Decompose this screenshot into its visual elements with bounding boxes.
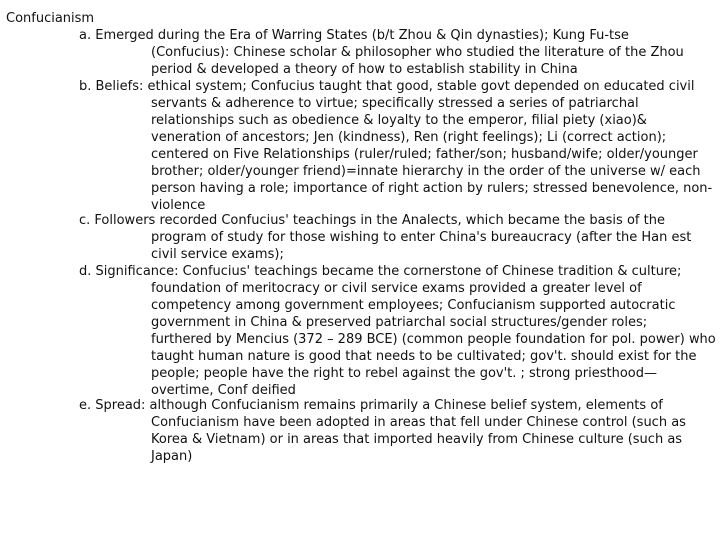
item-first-line: a. Emerged during the Era of Warring States (b/t Zhou & Qin dynasties); Kung Fu-tse	[79, 28, 629, 43]
outline-item-c	[79, 212, 715, 263]
item-continuation-line: veneration of ancestors; Jen (kindness), Ren (right feelings); Li (correct action);	[151, 130, 667, 145]
item-continuation-line: civil service exams);	[151, 247, 284, 262]
item-continuation-line: people; people have the right to rebel against the gov't. ; strong priesthood—	[151, 366, 658, 381]
item-continuation-line: foundation of meritocracy or civil service exams provided a greater level of	[151, 281, 642, 296]
item-continuation-line: violence	[151, 198, 206, 213]
item-continuation-line: furthered by Mencius (372 – 289 BCE) (common people foundation for pol. power) who	[151, 332, 716, 347]
item-continuation-line: (Confucius): Chinese scholar & philosopher who studied the literature of the Zhou	[151, 45, 684, 60]
item-continuation-line: Japan)	[151, 449, 193, 464]
item-continuation-line: period & developed a theory of how to establish stability in China	[151, 62, 578, 77]
item-continuation-line: overtime, Conf deified	[151, 383, 296, 398]
item-continuation-line: competency among government employees; Confucianism supported autocratic	[151, 298, 676, 313]
item-first-line: e. Spread: although Confucianism remains primarily a Chinese belief system, elements of	[79, 398, 663, 413]
item-first-line: d. Significance: Confucius' teachings became the cornerstone of Chinese tradition & culture;	[79, 264, 682, 279]
outline-item-d	[79, 263, 715, 399]
outline-item-a	[79, 27, 715, 78]
item-continuation-line: government in China & preserved patriarchal social structures/gender roles;	[151, 315, 648, 330]
item-continuation-line: centered on Five Relationships (ruler/ruled; father/son; husband/wife; older/younger	[151, 147, 698, 162]
item-continuation-line: Korea & Vietnam) or in areas that imported heavily from Chinese culture (such as	[151, 432, 683, 447]
item-continuation-line: brother; older/younger friend)=innate hierarchy in the order of the universe w/ each	[151, 164, 701, 179]
page-title: Confucianism	[6, 11, 95, 26]
item-continuation-line: taught human nature is good that needs to be cultivated; gov't. should exist for the	[151, 349, 697, 364]
item-continuation-line: Confucianism have been adopted in areas that fell under Chinese control (such as	[151, 415, 686, 430]
item-continuation-line: program of study for those wishing to enter China's bureaucracy (after the Han est	[151, 230, 692, 245]
outline-item-e	[79, 397, 715, 465]
item-continuation-line: servants & adherence to virtue; specifically stressed a series of patriarchal	[151, 96, 639, 111]
item-continuation-line: relationships such as obedience & loyalty to the emperor, filial piety (xiao)&	[151, 113, 647, 128]
outline-item-b	[79, 78, 715, 214]
item-first-line: b. Beliefs: ethical system; Confucius taught that good, stable govt depended on educated civil	[79, 79, 695, 94]
item-continuation-line: person having a role; importance of right action by rulers; stressed benevolence, non-	[151, 181, 713, 196]
item-first-line: c. Followers recorded Confucius' teachings in the Analects, which became the basis of the	[79, 213, 665, 228]
